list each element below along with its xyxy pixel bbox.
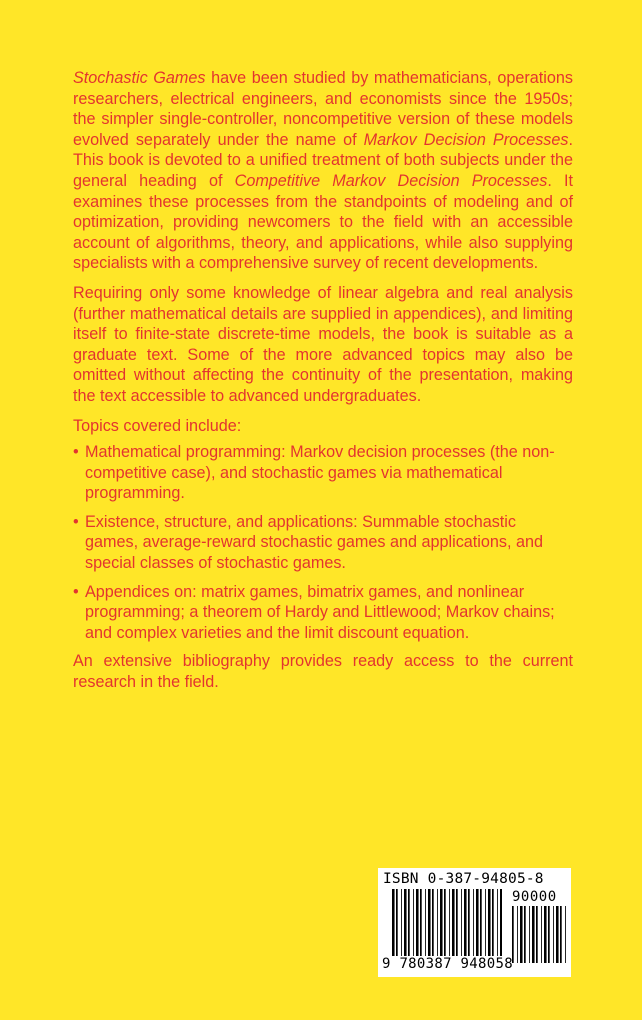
topic-item-existence xyxy=(73,512,573,574)
barcode-bar xyxy=(524,906,526,963)
barcode-bar xyxy=(420,889,422,956)
barcode-bar xyxy=(437,889,438,956)
barcode-bar xyxy=(449,889,450,956)
topics-heading: Topics covered include: xyxy=(73,416,242,435)
intro-italic-cmdp: Competitive Markov Decision Processes xyxy=(234,171,548,190)
barcode-bar xyxy=(560,906,562,963)
barcode-bar xyxy=(520,906,523,963)
barcode-bar xyxy=(468,889,470,956)
barcode-bar xyxy=(529,906,530,963)
bullet-icon: • xyxy=(73,582,79,601)
barcode-bar xyxy=(456,889,458,956)
barcode-bar xyxy=(432,889,434,956)
topic-item-appendices xyxy=(73,582,573,644)
addon-barcode-bars xyxy=(512,906,566,963)
closing-paragraph: An extensive bibliography provides ready access to the current research in the field. xyxy=(73,652,573,692)
barcode-bar xyxy=(488,889,491,956)
barcode-bar xyxy=(392,889,395,956)
barcode-bar xyxy=(541,906,542,963)
bullet-icon: • xyxy=(73,512,79,531)
barcode-bar xyxy=(497,889,498,956)
intro-paragraph xyxy=(73,68,573,274)
barcode-bar xyxy=(536,906,538,963)
barcode-bar xyxy=(512,906,514,963)
blurb-text xyxy=(73,68,573,702)
barcode-bar xyxy=(565,906,566,963)
price-addon-digits: 90000 xyxy=(512,889,557,905)
barcode-bar xyxy=(480,889,482,956)
barcode-bar xyxy=(396,889,398,956)
barcode-bar xyxy=(473,889,474,956)
barcode-bar xyxy=(452,889,455,956)
topic-text: Appendices on: matrix games, bimatrix games, and nonlinear programming; a theorem of Hardy and Littlewood; Markov chains; and complex varieties and the limit discount equation. xyxy=(85,582,555,642)
barcode-bar xyxy=(440,889,443,956)
topic-text: Existence, structure, and applications: Summable stochastic games, average-reward stochastic games and applications, and special classes of stochastic games. xyxy=(85,512,544,573)
barcode-bar xyxy=(461,889,462,956)
barcode-bar xyxy=(464,889,467,956)
barcode-bar xyxy=(544,906,547,963)
barcode-bar xyxy=(416,889,419,956)
barcode-bar xyxy=(428,889,431,956)
barcode-bar xyxy=(444,889,446,956)
topic-list xyxy=(73,442,573,643)
intro-text-3: . It examines these processes from the standpoints of modeling and of optimization, providing newcomers to the field with an accessible account of algorithms, theory, and applications, while also supplying specialists with a comprehensive survey of recent developments. xyxy=(73,171,573,273)
barcode-bar xyxy=(408,889,410,956)
barcode-bar xyxy=(556,906,559,963)
barcode-bar xyxy=(413,889,414,956)
intro-italic-title: Stochastic Games xyxy=(73,69,206,87)
barcode-bar xyxy=(553,906,554,963)
topic-item-programming xyxy=(73,442,573,504)
barcode-bar xyxy=(532,906,535,963)
barcode-bar xyxy=(401,889,402,956)
barcode-bar xyxy=(492,889,494,956)
barcode-bar xyxy=(425,889,426,956)
topic-text: Mathematical programming: Markov decision processes (the non-competitive case), and stochastic games via mathematical programming. xyxy=(85,443,555,503)
intro-italic-mdp: Markov Decision Processes xyxy=(363,130,569,149)
barcode-bar xyxy=(517,906,518,963)
ean-barcode-bars xyxy=(392,889,502,956)
intro-text-2: . This book is devoted to a unified treatment of both subjects under the general heading of xyxy=(73,130,573,190)
barcode-bar xyxy=(548,906,550,963)
ean-digits: 9 780387 948058 xyxy=(382,956,513,972)
intro-text-1: have been studied by mathematicians, operations researchers, electrical engineers, and economists since the 1950s; the simpler single-controller, noncompetitive version of these models evolved separately under the name of xyxy=(73,69,573,149)
barcode-bar xyxy=(404,889,407,956)
barcode-bar xyxy=(485,889,486,956)
bullet-icon: • xyxy=(73,443,79,462)
barcode-bar xyxy=(500,889,502,956)
barcode-bar xyxy=(476,889,479,956)
isbn-barcode xyxy=(378,868,571,977)
isbn-label: ISBN 0-387-94805-8 xyxy=(383,871,544,887)
requirements-paragraph: Requiring only some knowledge of linear algebra and real analysis (further mathematical details are supplied in appendices), and limiting itself to finite-state discrete-time models, the book is suitable as a graduate text. Some of the more advanced topics may also be omitted without affecting the continuity of the presentation, making the text accessible to advanced undergraduates. xyxy=(73,283,573,405)
